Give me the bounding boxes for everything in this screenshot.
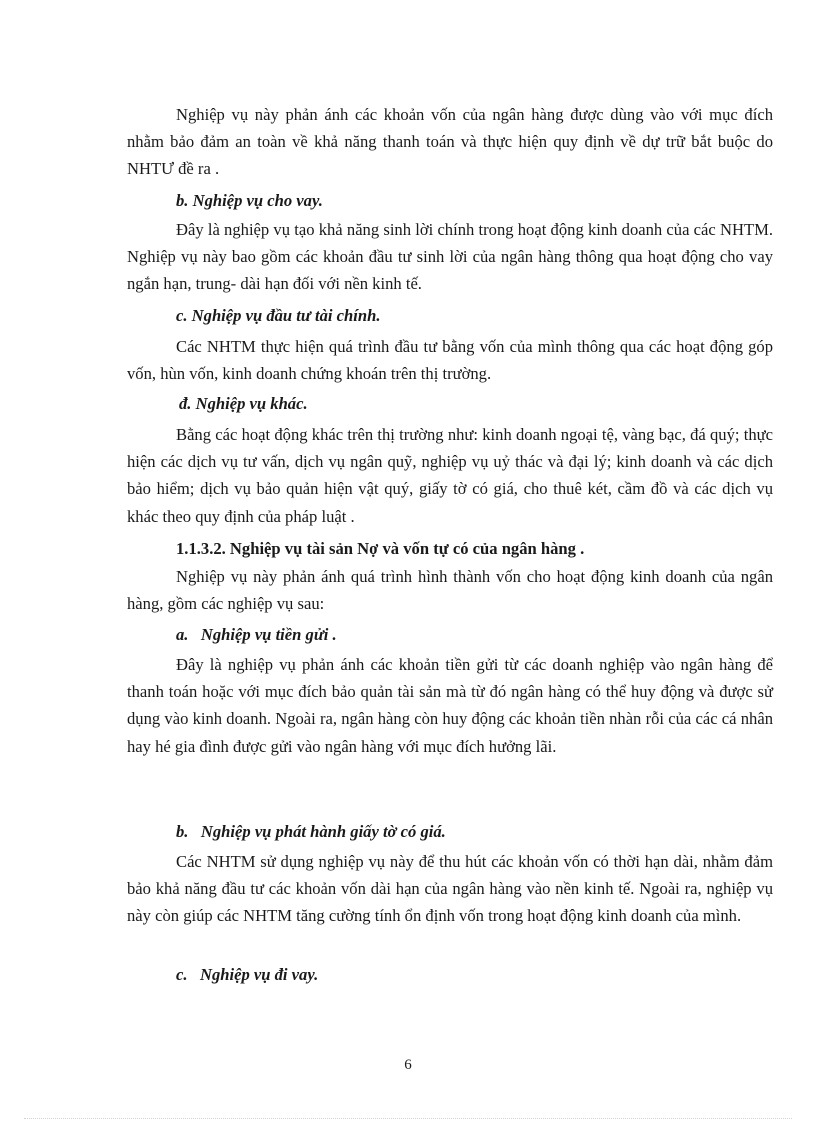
paragraph-deposits: Đây là nghiệp vụ phản ánh các khoản tiền gửi từ các doanh nghiệp vào ngân hàng để thanh toán hoặc với mục đích bảo quản tài sản mà từ đó ngân hàng có thể huy động và được sử dụng vào kinh doanh. Ngoài ra, ngân hàng còn huy động các khoản tiền nhàn rỗi của các cá nhân hay hé gia đình được gửi vào ngân hàng với mục đích hưởng lãi. — [127, 655, 773, 756]
paragraph-lending: Đây là nghiệp vụ tạo khả năng sinh lời chính trong hoạt động kinh doanh của các NHTM. Nghiệp vụ này bao gồm các khoản đầu tư sinh lời của ngân hàng thông qua hoạt động cho vay ngắn hạn, trung- dài hạn đối với nền kinh tế. — [127, 220, 773, 294]
paragraph-financial-investment: Các NHTM thực hiện quá trình đầu tư bằng vốn của mình thông qua các hoạt động góp vốn, hùn vốn, kinh doanh chứng khoán trên thị trường. — [127, 337, 773, 384]
heading-valuable-papers: b. Nghiệp vụ phát hành giấy tờ có giá. — [176, 822, 446, 841]
paragraph-liabilities-intro: Nghiệp vụ này phản ánh quá trình hình thành vốn cho hoạt động kinh doanh của ngân hàng, gồm các nghiệp vụ sau: — [127, 567, 773, 614]
paragraph-valuable-papers: Các NHTM sử dụng nghiệp vụ này để thu hút các khoản vốn có thời hạn dài, nhằm đảm bảo khả năng đầu tư các khoản vốn dài hạn của ngân hàng vào nền kinh tế. Ngoài ra, nghiệp vụ này còn giúp các NHTM tăng cường tính ổn định vốn trong hoạt động kinh doanh của mình. — [127, 852, 773, 926]
page-number: 6 — [404, 1057, 412, 1073]
heading-financial-investment: c. Nghiệp vụ đầu tư tài chính. — [176, 306, 381, 325]
heading-deposits: a. Nghiệp vụ tiền gửi . — [176, 625, 337, 644]
heading-section-1-1-3-2: 1.1.3.2. Nghiệp vụ tài sản Nợ và vốn tự có của ngân hàng . — [176, 539, 585, 558]
heading-lending: b. Nghiệp vụ cho vay. — [176, 191, 323, 210]
paragraph-other-services: Bằng các hoạt động khác trên thị trường như: kinh doanh ngoại tệ, vàng bạc, đá quý; thực hiện các dịch vụ tư vấn, dịch vụ ngân quỹ, nghiệp vụ uỷ thác và đại lý; kinh doanh và các dịch bảo hiểm; dịch vụ bảo quản hiện vật quý, giấy tờ có giá, cho thuê két, cầm đồ và các dịch vụ khác theo quy định của pháp luật . — [127, 425, 773, 526]
heading-borrowing: c. Nghiệp vụ đi vay. — [176, 965, 319, 984]
paragraph-reserve-description: Nghiệp vụ này phản ánh các khoản vốn của ngân hàng được dùng vào với mục đích nhằm bảo đảm an toàn về khả năng thanh toán và thực hiện quy định về dự trữ bắt buộc do NHTƯ đề ra . — [127, 105, 773, 179]
heading-other-services: đ. Nghiệp vụ khác. — [179, 394, 308, 413]
footer-divider — [24, 1118, 792, 1119]
